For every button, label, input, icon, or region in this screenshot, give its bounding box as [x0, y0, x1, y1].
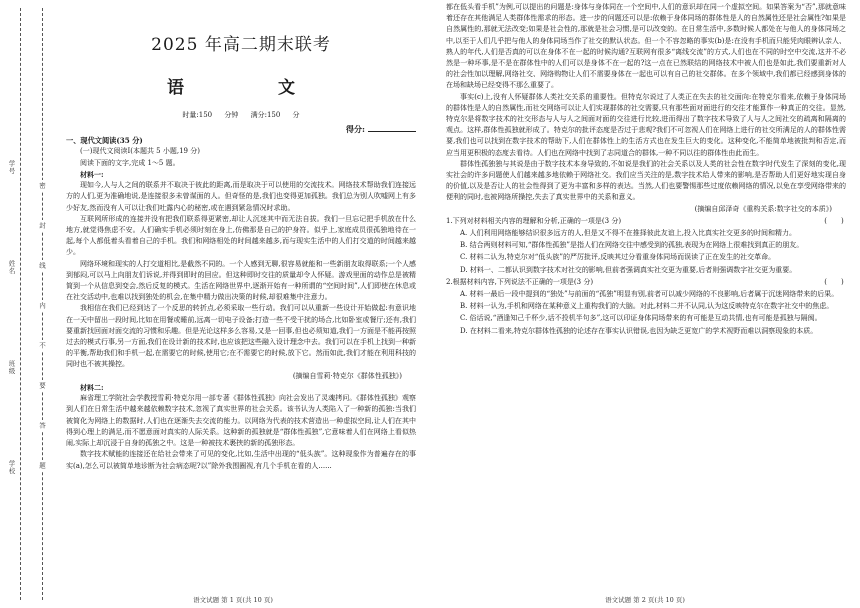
option-c: C. 俗话说,“酒逢知己千杯少,话不投机半句多”,这可以印证身体同场带来的有可能是互动共情,也有可能是孤独与隔阂。: [460, 314, 822, 323]
material2-paragraph: 数字技术赋能的连接还在给社会带来了可见的变化,比如,生活中出现的“低头族”。这种现象作为普遍存在的事实(a),怎么可以被简单地诊断为社会病态呢?以”除外我围圈视,有几个手机在看的人......: [66, 450, 416, 470]
cut-line-char: 题: [38, 462, 46, 469]
cut-line-char: 内: [38, 302, 46, 309]
option-d: D. 在材料二看来,特克尔群体性孤独的论述存在事实认识错误,也因为缺乏更宽广的学术视野而难以洞察现象的本质。: [460, 326, 818, 335]
subject-title: 语 文: [167, 78, 315, 98]
question-2: [446, 277, 846, 288]
material2-continued: 都在低头看手机”为例,可以提出的问题是:身体与身体同在一个空间中,人们的意识却在同一个虚拟空间。如果答案为“否”,那就意味着还存在其他满足人类群体性需求的形态。进一步的问题还可以是:依赖于身体同场的群体性是人的自然属性还是社会属性?如果是自然属性的,那就无法改变;如果是社会性的,那就是社会习惯,是可以改变的。在日常生活中,多数时候人都处在与他人的身体同场之中,以至于人们几乎把与他人的身体同场当作了社交的默认状态。但一个不容忽略的事实(b)是:在没有手机而只能凭肉眼辨认亲人、熟人的年代,人们是否真的可以在身体不在一起的时候沟通?互联网有很多“离线交流”的方式,人们也在不同的时空中交流,这并不必然是一种坏事,是不是在群体性中的人们可以是身体不在一起的?这一点在已然联结的网络技术中被人们也是如此,我们要重新对人的社会性加以理解,网络社交、网络购物让人们不需要身体在一起也可以有自己的社交群体。在多个领域中,我们都已经感到身体的在场和缺场已经变得不那么重要了。: [446, 3, 846, 90]
option-b: B. 结合两则材料可知,“群体性孤独”是指人们在网络交往中感受到的孤独,表现为在网络上很难找到真正的朋友。: [460, 241, 804, 250]
exam-total: 满分:150 分: [250, 111, 300, 119]
score-label: 得分:: [346, 124, 365, 134]
material1-paragraph: 现如今,人与人之间的联系并不取决于彼此的距离,而是取决于可以使用的交流技术。网络技术帮助我们连接远方的人们,更为准确地说,是连接很多未曾谋面的人。但奇怪的是,我们也变得更加孤独。我们总为别人吹嘘网上有多少好友,然而没有人可以让我们吐露内心的秘密,或在遇到紧急情况时求助。: [66, 181, 416, 212]
question-stem: 1.下列对材料相关内容的理解和分析,正确的一项是(3 分): [446, 216, 622, 225]
material1-paragraph: 互联网所形成的连接并没有把我们联系得更紧密,却让人沉迷其中而无法自拔。我们一旦忘记把手机放在什么地方,就觉得焦虑不安。人们确实手机必须时刻在身上,仿佛那是自己的护身符。似乎上,家庭成员很孤独地待在一起,每个人都低着头看着自己的手机。我们和网络相处的时间越来越多,而与现实生活中的人们打交道的时间越来越少。: [66, 214, 416, 257]
exam-meta: [66, 110, 416, 120]
binding-label-school: 学校: [7, 460, 16, 475]
material1-paragraph: 我相信在我们已经到达了一个反思的转折点,必须采取一些行动。我们可以从重新一些设计开始做起:有意识地在一天中留出一段时间,比如在用餐或睡前,远离一切电子设备;打造一些不受干扰的场合,比如卧室或餐厅;还有,我们要重新找回面对面交流的习惯和乐趣。但是光论这样多么容易,又是一回事,但也必须知道,我们一方面是不能再按照过去的模式行事,另一方面,我们在设计新的技术时,也应该把这些融入设计理念中去。我们可以在手机上找到一种新的平衡,帮助我们和手机一起,在需要它的时候,使用它;在不需要它的时候,放下它。然而如此,我们才能在利用科技的同时也不被其操控。: [66, 304, 416, 369]
material2-paragraph: 麻省理工学院社会学教授雪莉·特克尔用一部专著《群体性孤独》向社会发出了灵魂拷问。《群体性孤独》观察到人们在日常生活中越来越依赖数字技术,忽视了真实世界的社会关系。该书认为人类陷入了一种新的孤独:当我们被简化为网络上的数据时,人们也在逐渐失去交流的能力。以网络为代表的技术营造出一种虚拟空间,让人们在其中得到心理上的满足,而不愿意面对真实的人际关系。这种新的孤独就是“群体性孤独”,它意味着人们在网络上看似热闹,实际上却沉浸于自身的孤独之中。这是一种被技术裹挟的新的孤独形态。: [66, 394, 416, 448]
material2-paragraph: 群体性孤独独与其说是由于数字技术本身导致的,不如说是我们的社会关系以及人类的社会性在数字时代发生了深刻的变化,现实社会的许多问题使人们越来越多地依赖于网络社交。我们应当关注的是,数字技术给人带来的影响,是否帮助人们更好地实现自身的价值,以及是否让人的社会性得到了更为丰富和多样的表达。当然,人们也要警惕那些过度依赖网络的情况,以免在享受网络带来的便利的同时,也被网络所操控,失去了真实世界中的关系和意义。: [446, 159, 846, 202]
page-footer: 语文试题 第 2 页(共 10 页): [605, 596, 685, 604]
option-a: A. 材料一最后一段中提到的“独处”与前面的“孤独”明显有别,前者可以减少网络的不良影响,后者属于沉迷网络带来的后果。: [460, 290, 839, 299]
question-1: [446, 216, 846, 227]
exam-title: 2025 年高二期末联考: [151, 35, 331, 55]
section-title: 一、现代文阅读(35 分): [66, 136, 143, 145]
material1-label: 材料一:: [80, 169, 104, 179]
cut-line-char: 要: [38, 382, 46, 389]
cut-line-char: 答: [38, 422, 46, 429]
page-footer: 语文试题 第 1 页(共 10 页): [193, 596, 273, 604]
cut-line-char: 密: [38, 182, 46, 189]
binding-margin: [0, 0, 56, 608]
right-page: [430, 0, 860, 608]
left-column: [66, 0, 416, 472]
option-d: D. 材料一、二都认识到数字技术对社交的影响,但前者强调真实社交更为重要,后者则强调数字社交更为重要。: [460, 265, 797, 274]
option-c: C. 材料二认为,特克尔对“低头族”的严厉批评,反映其过分看重身体同场而误读了正在发生的社交革命。: [460, 253, 776, 262]
binding-label-student-id: 学号: [7, 160, 16, 175]
material1-paragraph: 网络环境和现实的人打交道相比,是截然不同的。一个人感到无聊,很容易就能和一些新朋友取得联系;一个人感到郁闷,可以马上向朋友们诉说,并得到即时的回应。但这种即时交往的质量却令人怀疑。游戏里面的动作总是被精简到一个从信息到变会,然后反复的模式。生活在网络世界中,逐渐开始有一种所谓的“空间时间”,人们即使在休息或在社交活动中,也难以找到独处的机会,在集中精力做出决策的时候,却很难集中注意力。: [66, 259, 416, 302]
cut-line-char: 线: [38, 262, 46, 269]
question-stem: 2.根据材料内容,下列说法不正确的一项是(3 分): [446, 277, 594, 286]
cut-line-char: 不: [38, 342, 46, 349]
exam-time: 时量:150 分钟: [182, 111, 239, 119]
binding-label-class: 班级: [7, 360, 16, 375]
option-a: A. 人们利用网络能够结识很多远方的人,但是又不得不在推择彼此友谊上,投入比真实社交更多的时间和精力。: [460, 229, 796, 238]
material2-label: 材料二:: [80, 382, 104, 392]
option-b: B. 材料一认为,手机和网络在某种意义上重构我们的大脑。对此,材料二并不认同,认为这反映特克尔在数字社交中的焦虑。: [460, 302, 834, 311]
right-column: [446, 0, 846, 338]
score-field[interactable]: [66, 124, 416, 135]
binding-dashed-line: [20, 8, 21, 600]
instruction: 阅读下面的文字,完成 1～5 题。: [80, 158, 180, 167]
material2-paragraph: 事实(c)上,没有人怀疑群体人类社交关系的重要性。但特克尔说过了人类正在失去的社交面向:在特克尔看来,依赖于身体同场的群体性是人的自然属性,而社交网络可以让人们实现群体的社交需要,只有那些面对面进行的交往才能算作一种真正的交往。显然,特克尔是将数字技术的社交形态与人与人之间面对面的交往进行比较,进而得出了数字技术导致了人与人之间社交的疏离和隔离的观点。这样,群体性孤独就形成了。特克尔的批评态度是否过于悲观?我们不可忽视人们在网络上进行的社交所满足的人的群体性需要,我们也可以找到在数字技术的帮助下,人们在群体性上的生活方式也在发生巨大的变化。这种变化,不能简单地被批判和否定,而应当用更积极的态度去看待。人们也在网络中找到了志同道合的群体,一种不同以往的群体性由此而生。: [446, 92, 846, 157]
answer-bracket[interactable]: ( ): [824, 277, 844, 286]
binding-label-name: 姓名: [7, 260, 16, 275]
material2-source: (摘编自邱泽奇《重构关系:数字社交的本质》): [694, 204, 832, 213]
cut-line-char: 封: [38, 222, 46, 229]
score-blank[interactable]: [368, 131, 416, 132]
material1-source: (摘编自雪莉·特克尔《群体性孤独》): [292, 371, 402, 380]
answer-bracket[interactable]: ( ): [824, 216, 844, 225]
subsection-title: (一)现代文阅读Ⅰ(本题共 5 小题,19 分): [80, 147, 200, 156]
